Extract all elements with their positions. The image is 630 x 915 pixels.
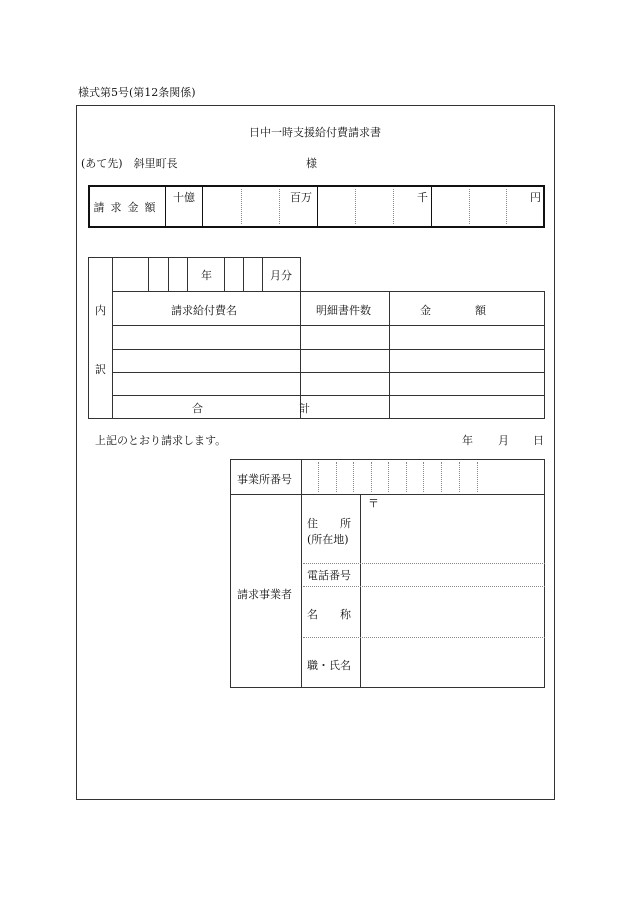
unit-million: 百万	[290, 191, 312, 204]
month-label: 月分	[270, 269, 292, 282]
claimant-table	[230, 459, 545, 688]
address-label-sub: (所在地)	[307, 533, 349, 546]
confirmation-text: 上記のとおり請求します。	[95, 434, 227, 447]
title-name-label: 職・氏名	[307, 659, 351, 672]
honorific: 様	[306, 157, 317, 170]
addressee: (あて先) 斜里町長	[81, 157, 178, 170]
date-year-label: 年	[462, 434, 473, 447]
form-number: 様式第5号(第12条関係)	[78, 86, 196, 99]
amount-label: 請求金額	[93, 200, 162, 214]
unit-yen: 円	[530, 191, 541, 204]
amount-table	[88, 185, 545, 228]
total-label-1: 合	[192, 402, 203, 415]
form-title: 日中一時支援給付費請求書	[249, 126, 381, 139]
office-number-label: 事業所番号	[237, 473, 292, 486]
header-statement-count: 明細書件数	[316, 304, 371, 317]
unit-billion: 十億	[173, 191, 195, 204]
date-day-label: 日	[533, 434, 544, 447]
breakdown-side-label-bottom: 訳	[95, 363, 106, 376]
header-claim-name: 請求給付費名	[171, 304, 237, 317]
header-amount: 金 額	[420, 304, 486, 317]
phone-label: 電話番号	[307, 569, 351, 582]
total-label-2: 計	[299, 402, 310, 415]
claimant-section-label: 請求事業者	[237, 588, 292, 601]
date-month-label: 月	[498, 434, 509, 447]
name-label: 名 称	[307, 608, 351, 621]
postal-mark: 〒	[368, 497, 379, 510]
year-label: 年	[201, 269, 212, 282]
address-label: 住 所	[307, 517, 351, 530]
unit-thousand: 千	[417, 191, 428, 204]
breakdown-table	[88, 257, 545, 419]
breakdown-side-label-top: 内	[95, 304, 106, 317]
